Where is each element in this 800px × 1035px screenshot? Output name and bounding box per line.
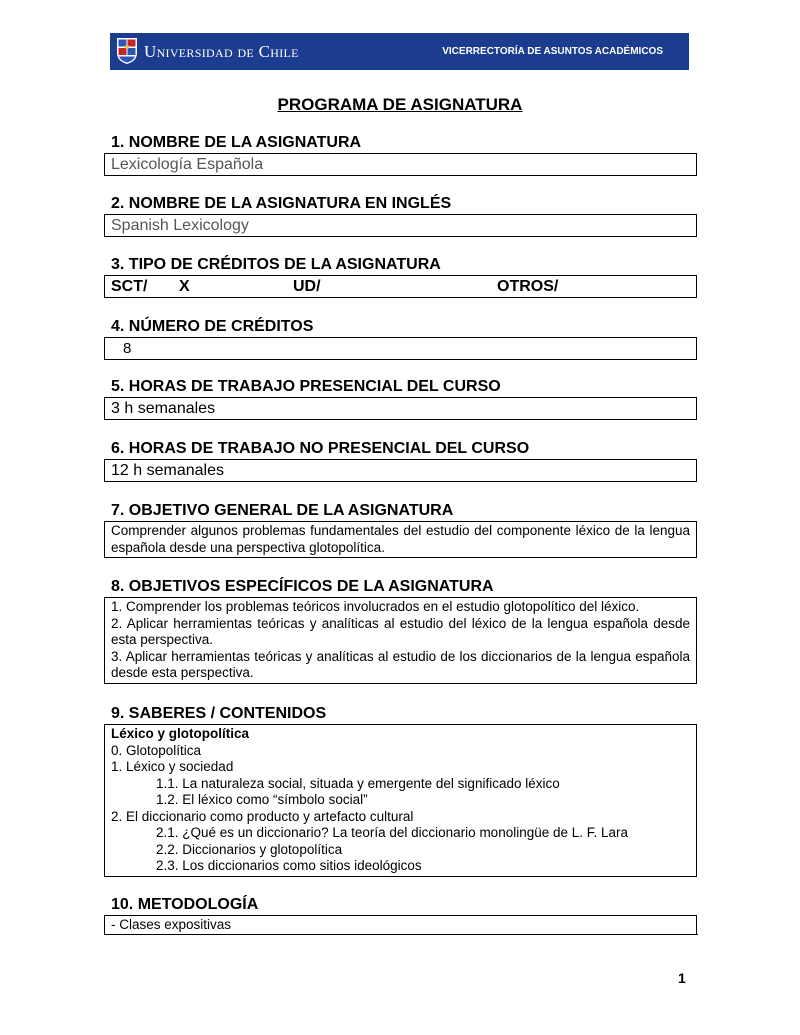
contents-item: 0. Glotopolítica bbox=[111, 742, 202, 758]
ud-label: UD/ bbox=[293, 278, 321, 295]
objective-item: 3. Aplicar herramientas teóricas y analíticas al estudio de los diccionarios de la lengua española desde esta perspectiva. bbox=[111, 648, 690, 680]
section-10-title: 10. METODOLOGÍA bbox=[111, 896, 259, 913]
contents-field bbox=[104, 724, 697, 877]
section-7 bbox=[104, 502, 697, 558]
english-name-field: Spanish Lexicology bbox=[104, 214, 697, 237]
objective-item: 2. Aplicar herramientas teóricas y analíticas al estudio del léxico de la lengua española desde esta perspectiva. bbox=[111, 615, 690, 647]
contents-heading: Léxico y glotopolítica bbox=[111, 726, 250, 741]
section-6 bbox=[104, 440, 697, 482]
general-objective-field: Comprender algunos problemas fundamentales del estudio del componente léxico de la lengua española desde una perspectiva glotopolítica. bbox=[104, 521, 697, 558]
vicerrectoria-label: VICERRECTORÍA DE ASUNTOS ACADÉMICOS bbox=[442, 46, 663, 57]
university-name: Universidad de Chile bbox=[144, 42, 299, 61]
section-9-title: 9. SABERES / CONTENIDOS bbox=[111, 705, 327, 722]
contents-subitem: 1.2. El léxico como “símbolo social” bbox=[156, 792, 368, 807]
sct-label: SCT/ bbox=[111, 278, 148, 295]
section-4 bbox=[104, 318, 697, 360]
section-5 bbox=[104, 378, 697, 420]
section-2 bbox=[104, 195, 697, 237]
otros-label: OTROS/ bbox=[497, 278, 559, 295]
objective-item: 1. Comprender los problemas teóricos involucrados en el estudio glotopolítico del léxico. bbox=[111, 599, 640, 614]
section-10 bbox=[104, 896, 697, 935]
subject-name-field: Lexicología Española bbox=[104, 153, 697, 176]
section-9 bbox=[104, 705, 697, 877]
section-4-title: 4. NÚMERO DE CRÉDITOS bbox=[111, 318, 314, 335]
page-title: PROGRAMA DE ASIGNATURA bbox=[277, 95, 523, 114]
credit-type-field bbox=[104, 275, 697, 298]
section-2-title: 2. NOMBRE DE LA ASIGNATURA EN INGLÉS bbox=[111, 195, 452, 212]
section-5-title: 5. HORAS DE TRABAJO PRESENCIAL DEL CURSO bbox=[111, 378, 501, 395]
section-3 bbox=[104, 256, 697, 298]
section-1-title: 1. NOMBRE DE LA ASIGNATURA bbox=[111, 134, 362, 151]
section-8-title: 8. OBJETIVOS ESPECÍFICOS DE LA ASIGNATURA bbox=[111, 578, 494, 595]
contents-subitem: 1.1. La naturaleza social, situada y emergente del significado léxico bbox=[156, 775, 560, 791]
header-banner bbox=[110, 33, 689, 70]
contents-subitem: 2.3. Los diccionarios como sitios ideológicos bbox=[156, 858, 422, 873]
presencial-hours-field: 3 h semanales bbox=[104, 397, 697, 420]
section-8 bbox=[104, 578, 697, 684]
section-6-title: 6. HORAS DE TRABAJO NO PRESENCIAL DEL CURSO bbox=[111, 440, 530, 457]
contents-item: 1. Léxico y sociedad bbox=[111, 759, 234, 774]
contents-subitem: 2.2. Diccionarios y glotopolítica bbox=[156, 841, 343, 857]
contents-subitem: 2.1. ¿Qué es un diccionario? La teoría del diccionario monolingüe de L. F. Lara bbox=[156, 825, 629, 840]
page-number: 1 bbox=[678, 970, 686, 986]
non-presencial-hours-field: 12 h semanales bbox=[104, 459, 697, 482]
section-7-title: 7. OBJETIVO GENERAL DE LA ASIGNATURA bbox=[111, 502, 454, 519]
credits-number-field: 8 bbox=[104, 337, 697, 360]
university-crest-icon bbox=[116, 37, 138, 65]
methodology-field: - Clases expositivas bbox=[104, 915, 697, 935]
sct-mark: X bbox=[179, 278, 190, 295]
section-3-title: 3. TIPO DE CRÉDITOS DE LA ASIGNATURA bbox=[111, 256, 441, 273]
specific-objectives-field bbox=[104, 597, 697, 684]
contents-item: 2. El diccionario como producto y artefacto cultural bbox=[111, 808, 414, 824]
section-1 bbox=[104, 134, 697, 176]
